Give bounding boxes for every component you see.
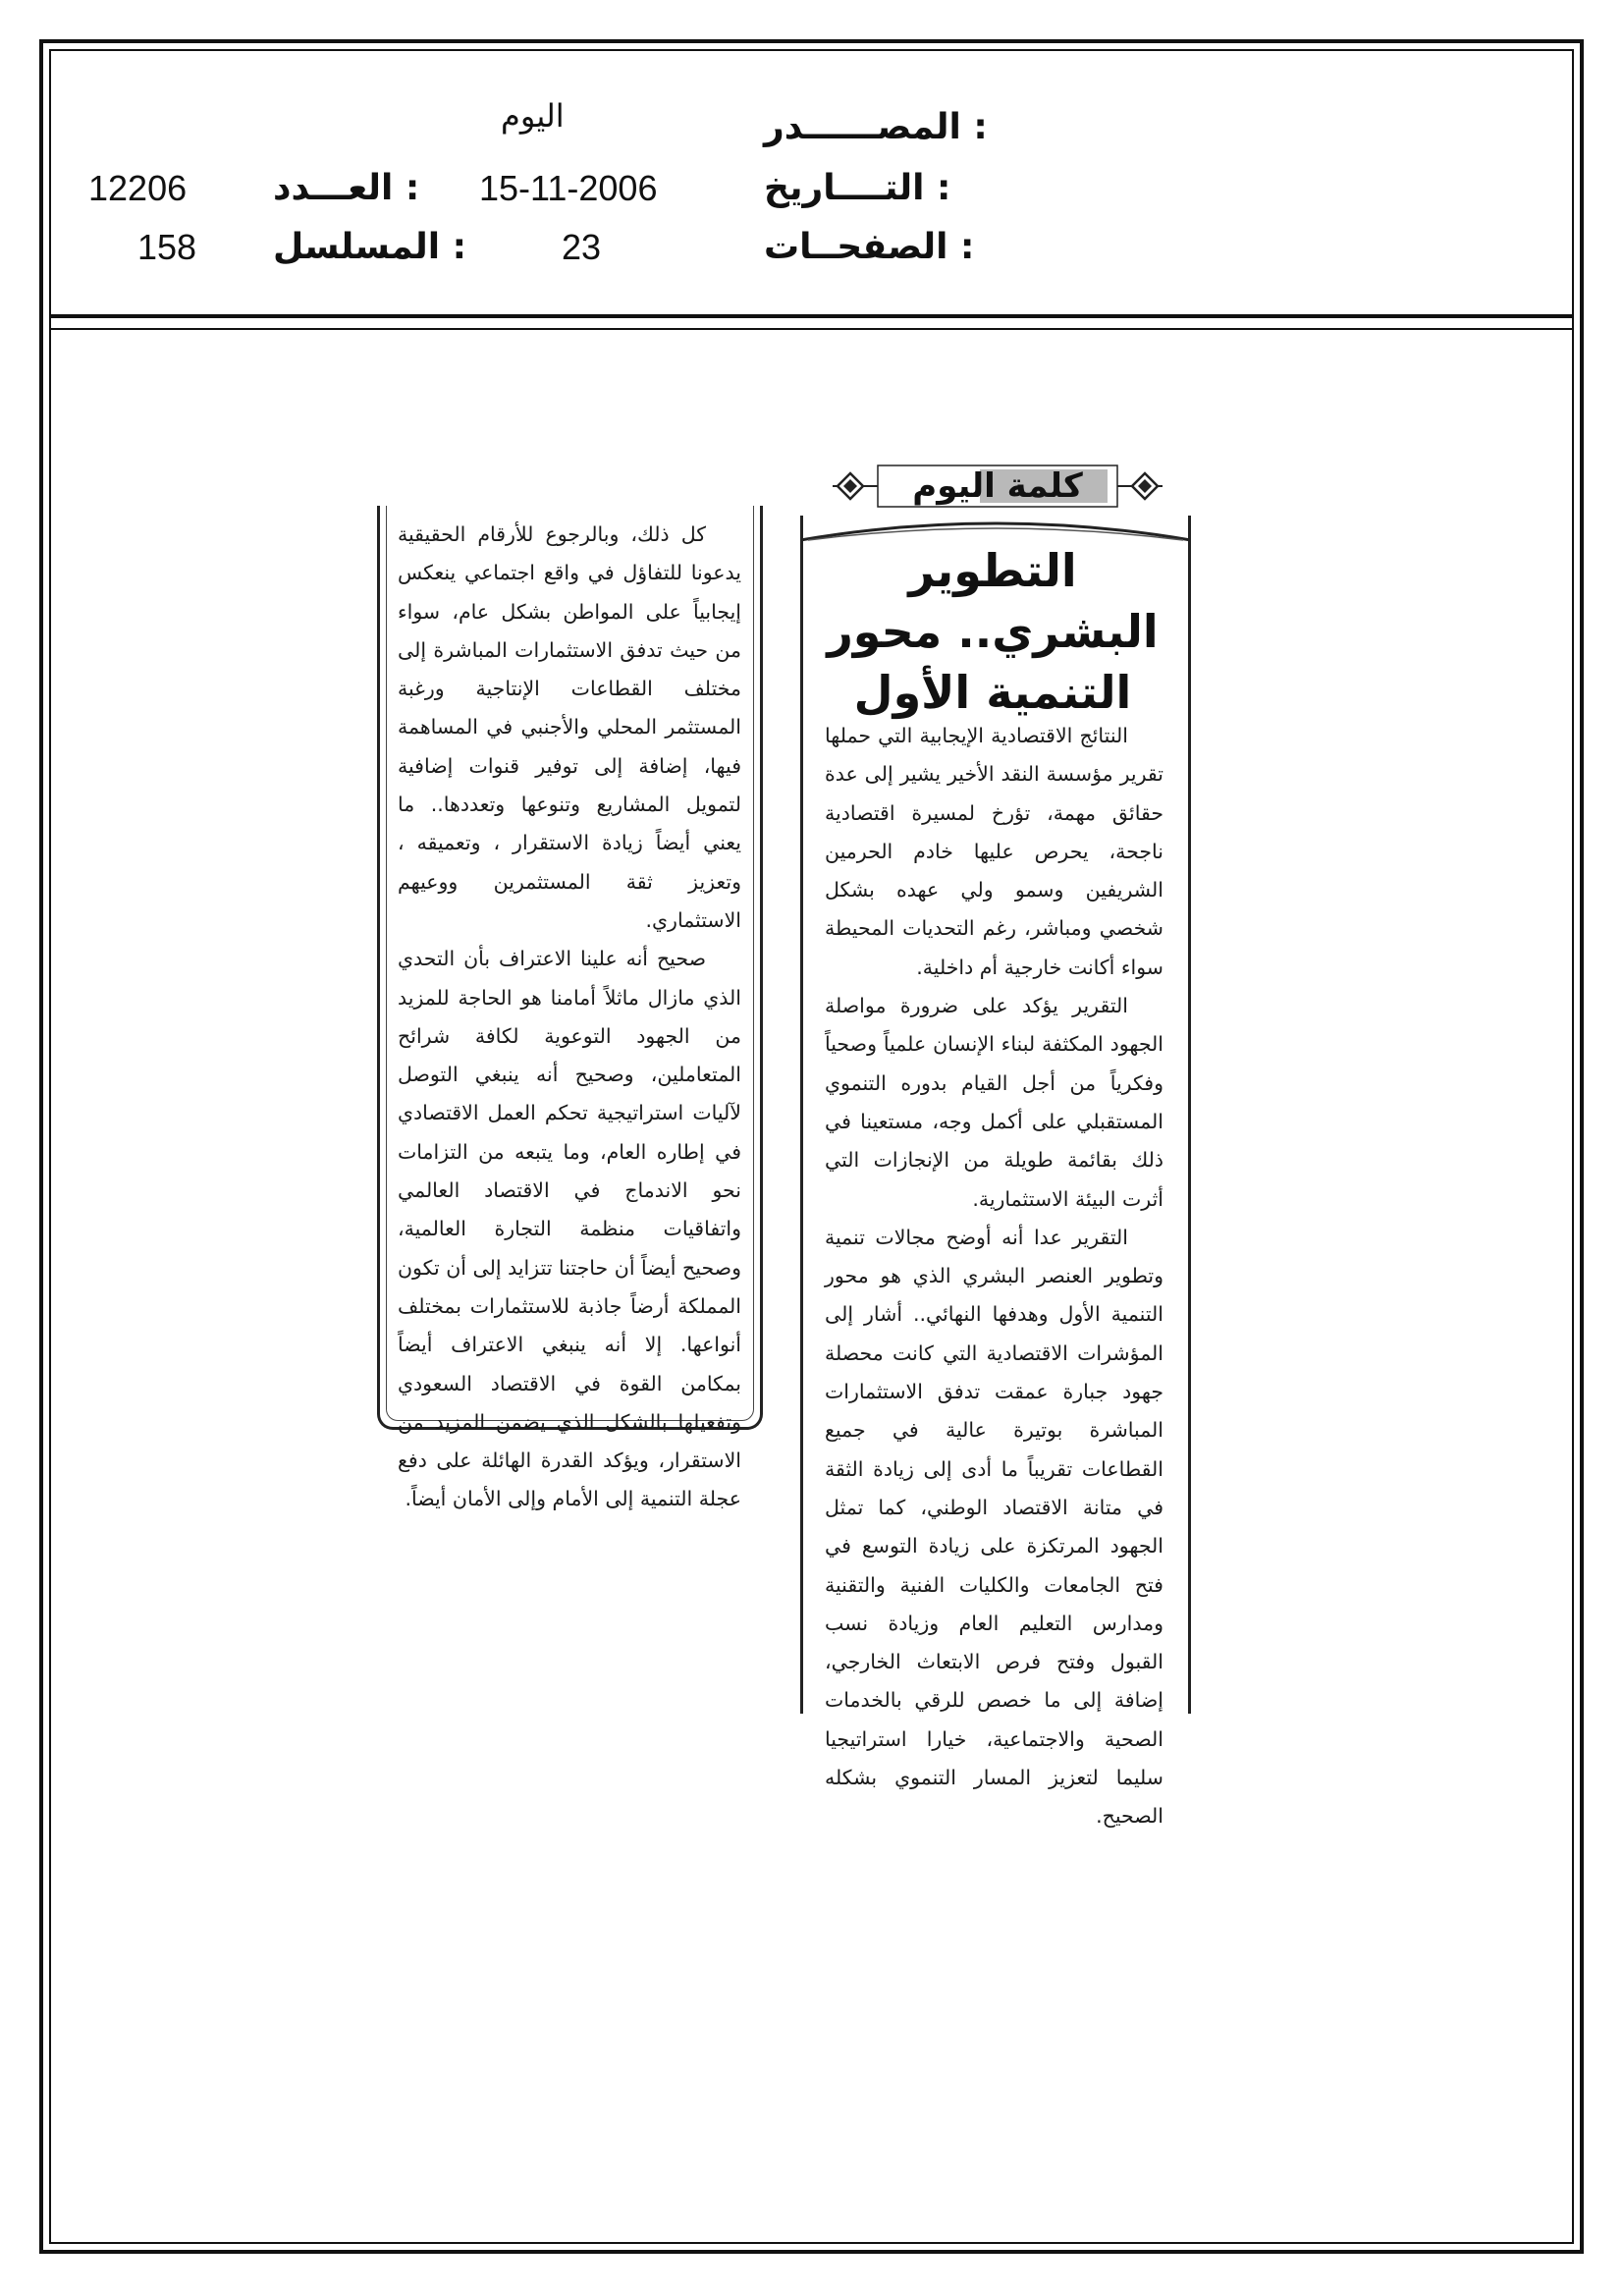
issue-value: 12206 xyxy=(88,168,188,208)
header-divider xyxy=(49,314,1574,318)
header-divider-thin xyxy=(49,328,1574,330)
article-headline: التطوير البشري.. محور التنمية الأول xyxy=(827,544,1159,719)
paragraph: التقرير يؤكد على ضرورة مواصلة الجهود المكثفة لبناء الإنسان علمياً وصحياً وفكرياً من أجل القيام بدوره التنموي المستقبلي على أكمل وجه، مستعينا في ذلك بقائمة طويلة من الإنجازات التي أثرت البيئة الاستثمارية. xyxy=(825,994,1163,1211)
date-label: التــــاريخ : xyxy=(764,168,951,208)
source-value: اليوم xyxy=(501,97,565,135)
left-column-body xyxy=(398,516,741,1519)
paragraph: التقرير عدا أنه أوضح مجالات تنمية وتطوير العنصر البشري الذي هو محور التنمية الأول وهدفها النهائي.. أشار إلى المؤشرات الاقتصادية التي كانت محصلة جهود جبارة عمقت تدفق الاستثمارات المباشرة بوتيرة عالية في جميع القطاعات تقريباً ما أدى إلى زيادة الثقة في متانة الاقتصاد الوطني، كما تمثل الجهود المرتكزة على زيادة التوسع في فتح الجامعات والكليات الفنية والتقنية ومدارس التعليم العام وزيادة نسب القبول وفتح فرص الابتعاث الخارجي، إضافة إلى ما خصص للرقي بالخدمات الصحية والاجتماعية، خيارا استراتيجيا سليما لتعزيز المسار التنموي بشكله الصحيح. xyxy=(825,1225,1163,1829)
issue-label: العـــدد : xyxy=(273,168,420,208)
date-value: 15-11-2006 xyxy=(479,168,658,208)
column-cap-ornament xyxy=(800,513,1191,542)
paragraph: صحيح أنه علينا الاعتراف بأن التحدي الذي مازال ماثلاً أمامنا هو الحاجة للمزيد من الجهود التوعوية لكافة شرائح المتعاملين، وصحيح أنه ينبغي التوصل لآليات استراتيجية تحكم العمل الاقتصادي في إطاره العام، وما يتبعه من التزامات نحو الاندماج في الاقتصاد العالمي واتفاقيات منظمة التجارة العالمية، وصحيح أيضاً أن حاجتنا تتزايد إلى أن تكون المملكة أرضاً جاذبة للاستثمارات بمختلف أنواعها. إلا أنه ينبغي الاعتراف أيضاً بمكامن القوة في الاقتصاد السعودي وتفعيلها بالشكل الذي يضمن المزيد من الاستقرار، ويؤكد القدرة الهائلة على دفع عجلة التنمية إلى الأمام وإلى الأمان أيضاً. xyxy=(398,947,741,1511)
article-left-column xyxy=(377,506,763,1511)
source-label: المصــــــدر : xyxy=(764,107,988,147)
right-column-body xyxy=(825,717,1163,1836)
pages-label: الصفحــات : xyxy=(764,227,975,267)
badge-text: كلمة اليوم xyxy=(912,466,1083,506)
paragraph: النتائج الاقتصادية الإيجابية التي حملها تقرير مؤسسة النقد الأخير يشير إلى عدة حقائق مهمة، تؤرخ لمسيرة اقتصادية ناجحة، يحرص عليها خادم الحرمين الشريفين وسمو ولي عهده بشكل شخصي ومباشر، رغم التحديات المحيطة سواء أكانت خارجية أم داخلية. xyxy=(825,724,1163,979)
serial-value: 158 xyxy=(137,227,197,267)
pages-value: 23 xyxy=(562,227,602,267)
serial-label: المسلسل : xyxy=(273,227,467,267)
column-badge xyxy=(833,462,1163,511)
paragraph: كل ذلك، وبالرجوع للأرقام الحقيقية يدعونا للتفاؤل في واقع اجتماعي ينعكس إيجابياً على المواطن بشكل عام، سواء من حيث تدفق الاستثمارات المباشرة إلى مختلف القطاعات الإنتاجية ورغبة المستثمر المحلي والأجنبي في المساهمة فيها، إضافة إلى توفير قنوات إضافية لتمويل المشاريع وتنوعها وتعددها.. ما يعني أيضاً زيادة الاستقرار ، وتعميقه ، وتعزيز ثقة المستثمرين ووعيهم الاستثماري. xyxy=(398,522,741,932)
